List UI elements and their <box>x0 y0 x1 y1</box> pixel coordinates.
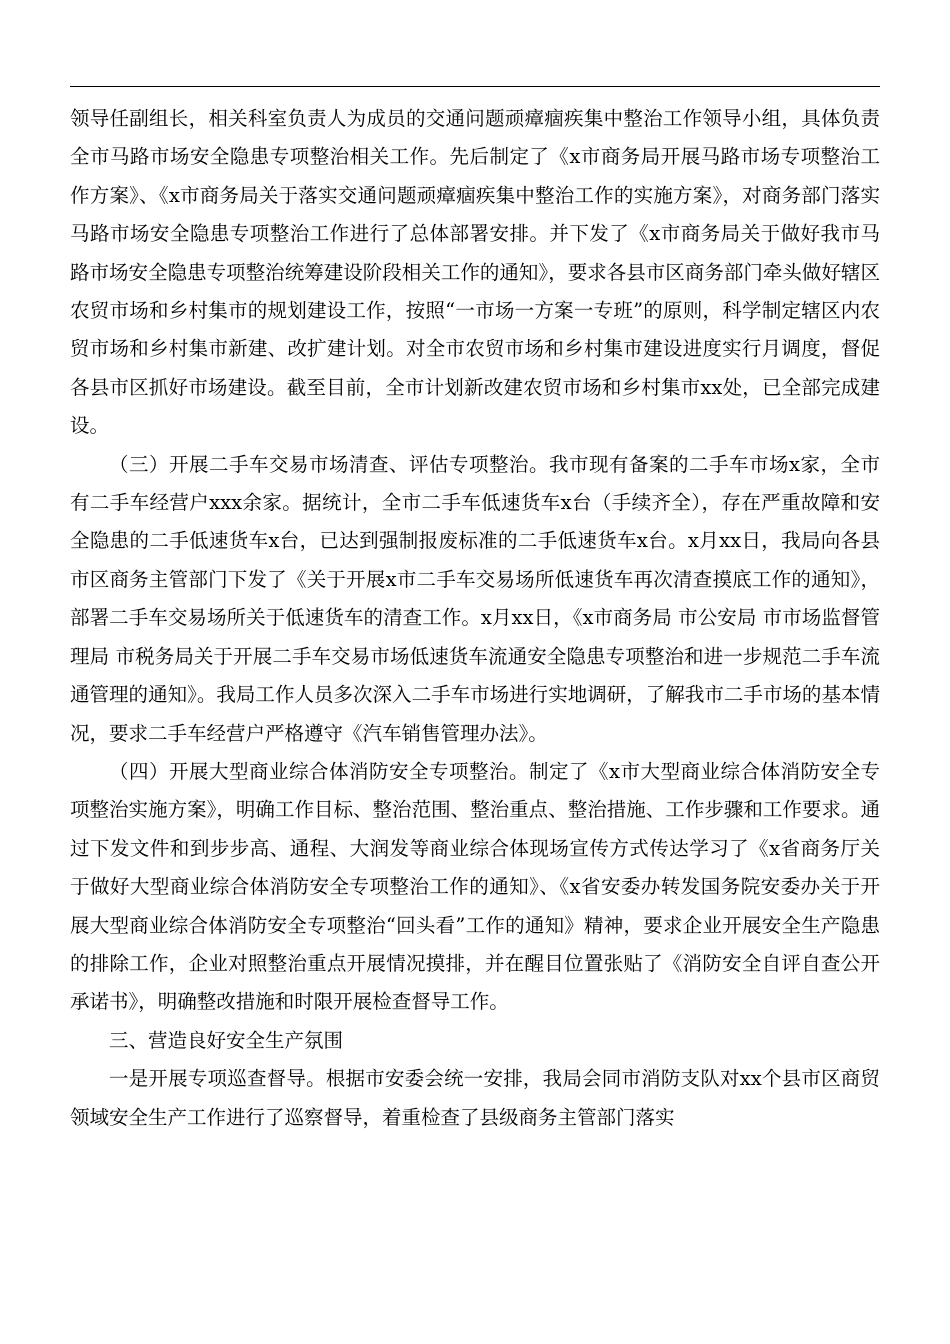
paragraph-continuation: 领导任副组长，相关科室负责人为成员的交通问题顽瘴痼疾集中整治工作领导小组，具体负责全市马路市场安全隐患专项整治相关工作。先后制定了《x市商务局开展马路市场专项整治工作方案》、《x市商务局关于落实交通问题顽瘴痼疾集中整治工作的实施方案》，对商务部门落实马路市场安全隐患专项整治工作进行了总体部署安排。并下发了《x市商务局关于做好我市马路市场安全隐患专项整治统筹建设阶段相关工作的通知》，要求各县市区商务部门牵头做好辖区农贸市场和乡村集市的规划建设工作，按照“一市场一方案一专班”的原则，科学制定辖区内农贸市场和乡村集市新建、改扩建计划。对全市农贸市场和乡村集市建设进度实行月调度，督促各县市区抓好市场建设。截至目前，全市计划新改建农贸市场和乡村集市xx处，已全部完成建设。 <box>70 107 880 438</box>
document-body <box>70 100 880 1137</box>
paragraph-inspection: 一是开展专项巡查督导。根据市安委会统一安排，我局会同市消防支队对xx个县市区商贸领域安全生产工作进行了巡察督导，着重检查了县级商务主管部门落实 <box>70 1067 880 1129</box>
paragraph-section-4: （四）开展大型商业综合体消防安全专项整治。制定了《x市大型商业综合体消防安全专项整治实施方案》，明确工作目标、整治范围、整治重点、整治措施、工作步骤和工作要求。通过下发文件和到步步高、通程、大润发等商业综合体现场宣传方式传达学习了《x省商务厅关于做好大型商业综合体消防安全专项整治工作的通知》、《x省安委办转发国务院安委办关于开展大型商业综合体消防安全专项整治“回头看”工作的通知》精神，要求企业开展安全生产隐患的排除工作，企业对照整治重点开展情况摸排，并在醒目位置张贴了《消防安全自评自查公开承诺书》，明确整改措施和时限开展检查督导工作。 <box>70 759 880 1014</box>
header-rule <box>70 86 880 87</box>
section-heading-3: 三、营造良好安全生产氛围 <box>109 1028 344 1052</box>
paragraph-section-3: （三）开展二手车交易市场清查、评估专项整治。我市现有备案的二手车市场x家，全市有二手车经营户xxx余家。据统计，全市二手车低速货车x台（手续齐全），存在严重故障和安全隐患的二手低速货车x台，已达到强制报废标准的二手低速货车x台。x月xx日，我局向各县市区商务主管部门下发了《关于开展x市二手车交易场所低速货车再次清查摸底工作的通知》，部署二手车交易场所关于低速货车的清查工作。x月xx日，《x市商务局 市公安局 市市场监督管理局 市税务局关于开展二手车交易市场低速货车流通安全隐患专项整治和进一步规范二手车流通管理的通知》。我局工作人员多次深入二手车市场进行实地调研，了解我市二手市场的基本情况，要求二手车经营户严格遵守《汽车销售管理办法》。 <box>70 452 880 745</box>
